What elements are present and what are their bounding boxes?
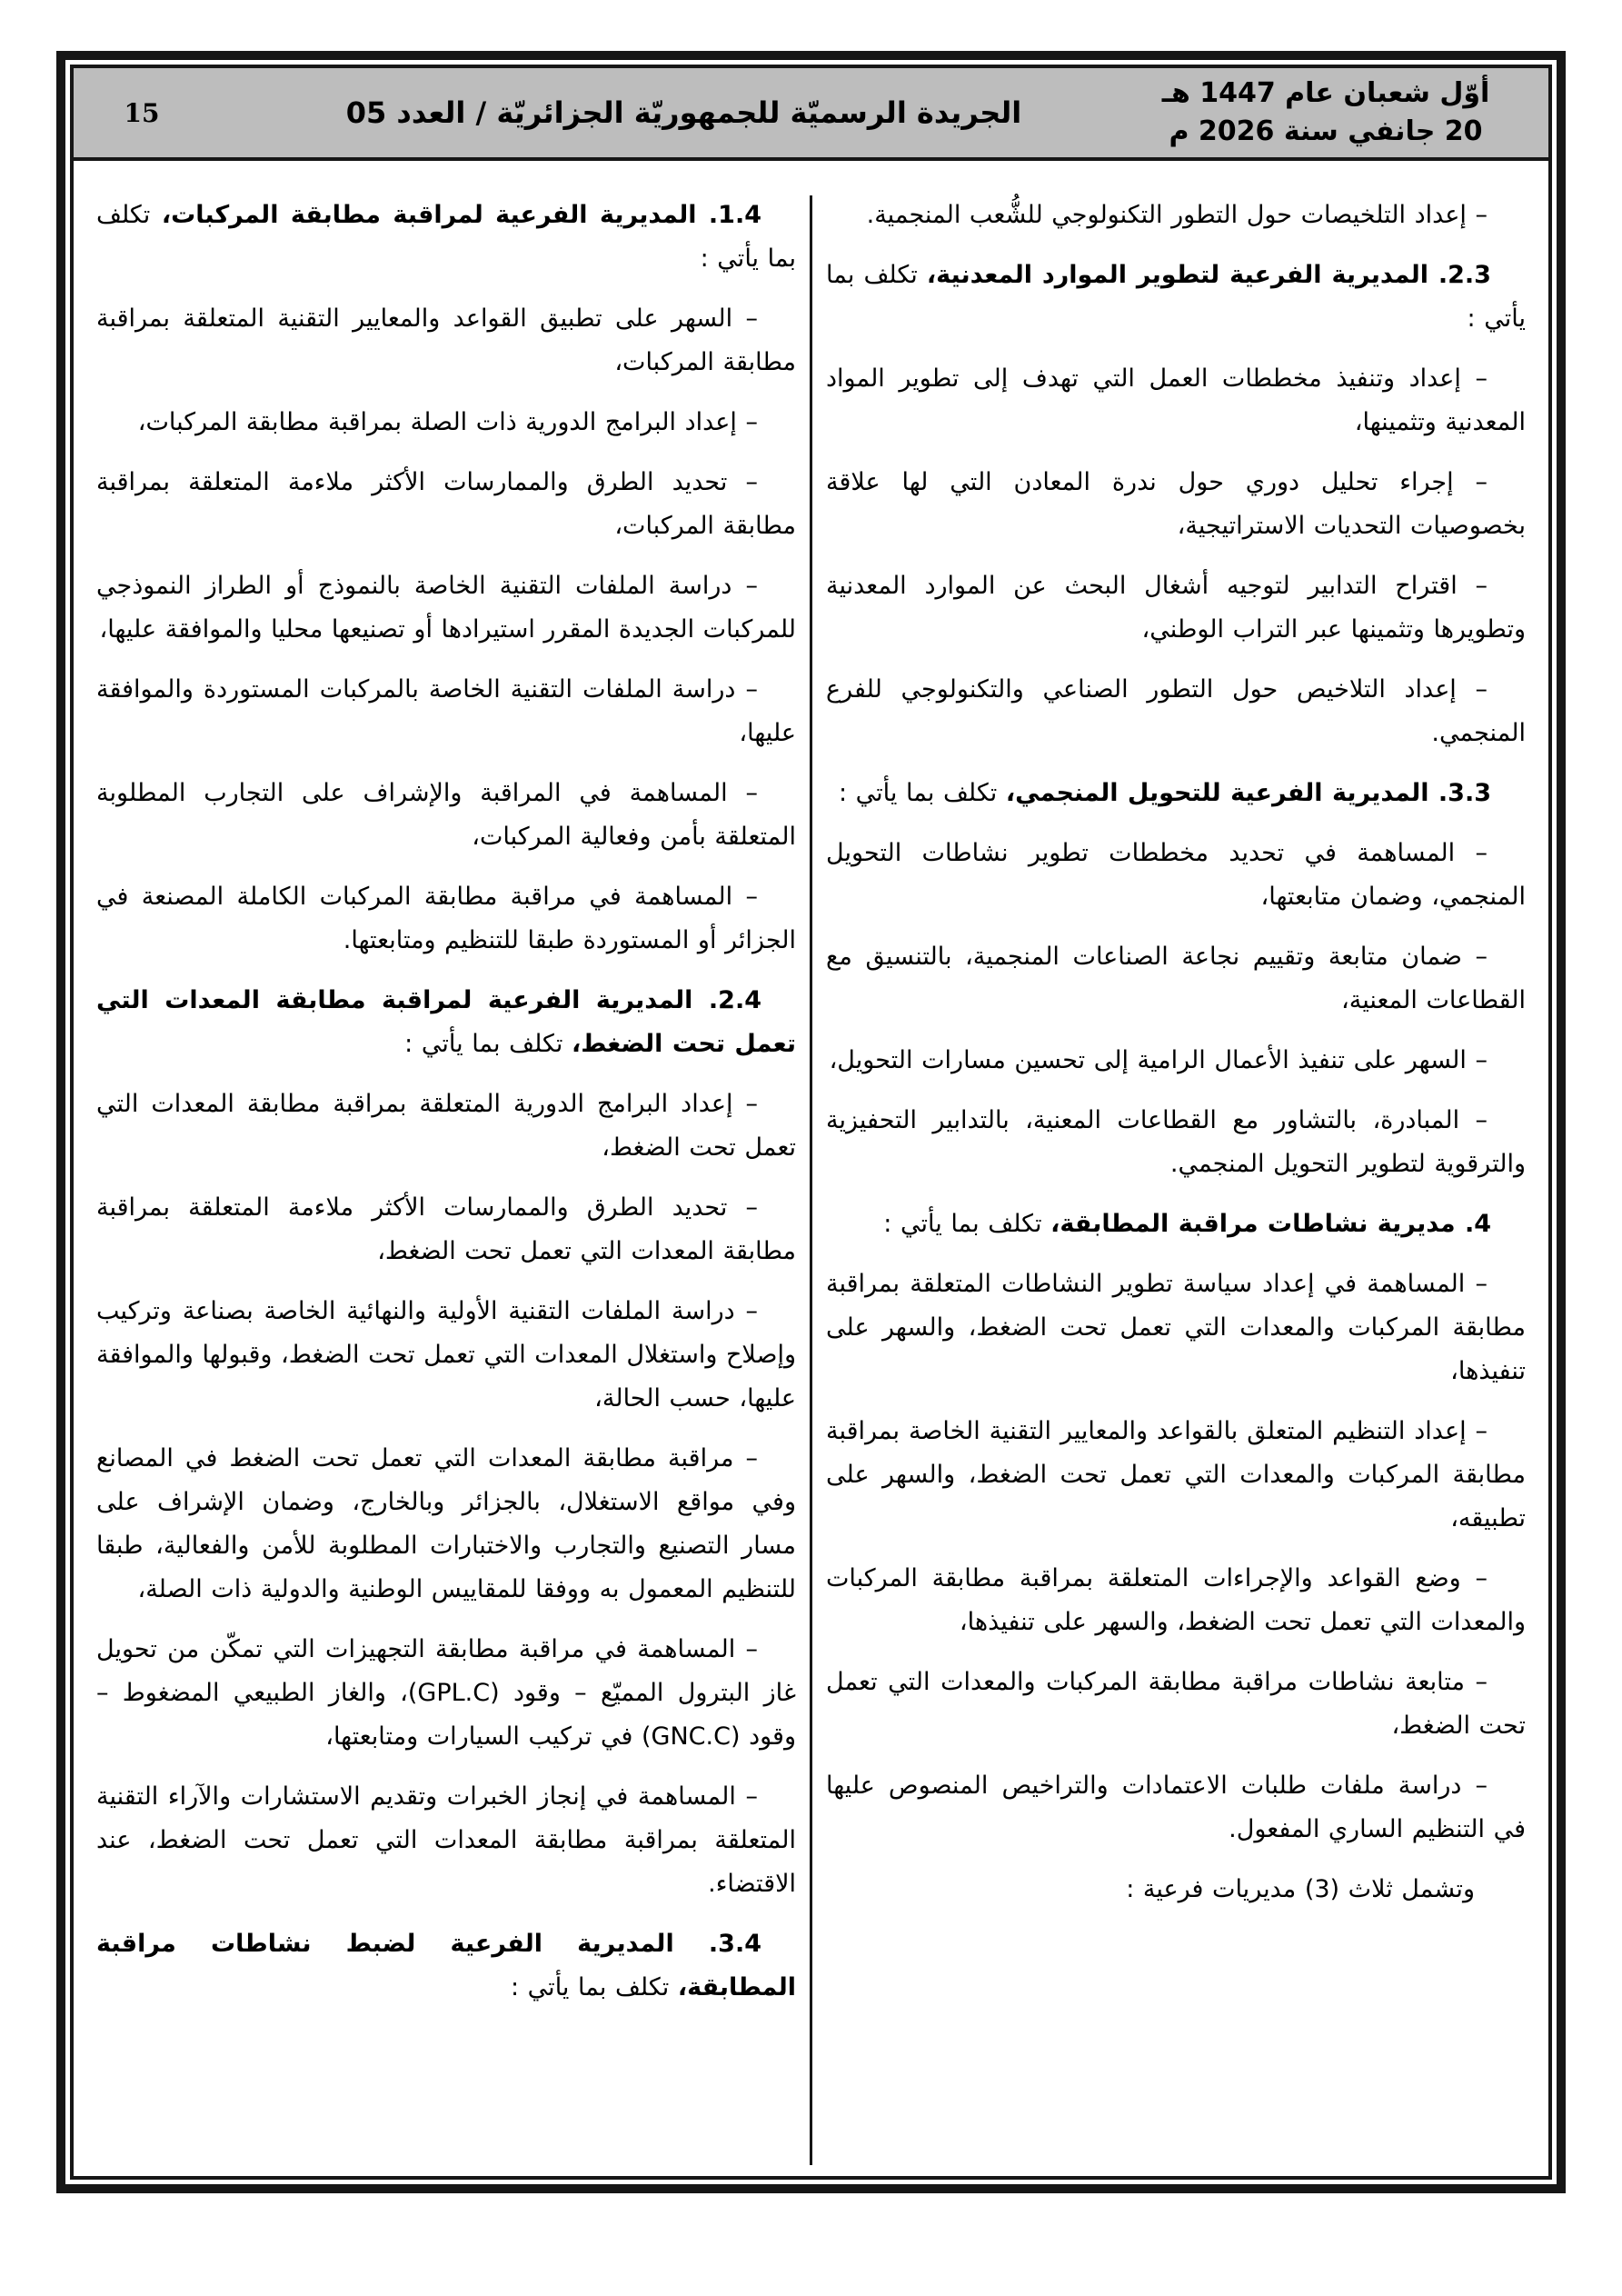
clause-paragraph: – اقتراح التدابير لتوجيه أشغال البحث عن الموارد المعدنية وتطويرها وتثمينها عبر التراب الوطني، [826,572,1526,644]
clause-paragraph: – وضع القواعد والإجراءات المتعلقة بمراقبة مطابقة المركبات والمعدات التي تعمل تحت الضغط، والسهر على تنفيذها، [826,1564,1526,1636]
clause-paragraph: – السهر على تنفيذ الأعمال الرامية إلى تحسين مسارات التحويل، [829,1046,1488,1074]
heading-number-and-title: 1.4. المديرية الفرعية لمراقبة مطابقة المركبات، [161,201,761,229]
heading-number-and-title: 3.4. المديرية الفرعية لضبط نشاطات مراقبة المطابقة، [96,1930,796,2002]
clause-paragraph: – إعداد التلاخيص حول التطور الصناعي والتكنولوجي للفرع المنجمي. [826,675,1526,747]
date-gregorian: 20 جانفي سنة 2026 م [1169,115,1483,147]
section-heading: 4. مديرية نشاطات مراقبة المطابقة، تكلف بما يأتي : [883,1210,1491,1238]
issue-date [1158,75,1548,151]
clause-paragraph: – إعداد وتنفيذ مخططات العمل التي تهدف إلى تطوير المواد المعدنية وتثمينها، [826,364,1526,436]
column-divider [810,195,812,2165]
lead-sentence: وتشمل ثلاث (3) مديريات فرعية : [1126,1875,1475,1903]
clause-paragraph: – دراسة ملفات طلبات الاعتمادات والتراخيص المنصوص عليها في التنظيم الساري المفعول. [826,1772,1526,1843]
section-heading: 1.4. المديرية الفرعية لمراقبة مطابقة المركبات، تكلف بما يأتي : [96,201,796,273]
page-header [74,68,1548,161]
clause-paragraph: – تحديد الطرق والممارسات الأكثر ملاءمة المتعلقة بمراقبة مطابقة المعدات التي تعمل تحت الضغط، [96,1193,796,1265]
clause-paragraph: – المبادرة، بالتشاور مع القطاعات المعنية، بالتدابير التحفيزية والترقوية لتطوير التحويل المنجمي. [826,1106,1526,1178]
page-number: 15 [124,97,160,128]
heading-number-and-title: 2.3. المديرية الفرعية لتطوير الموارد المعدنية، [926,261,1491,289]
section-heading: 2.4. المديرية الفرعية لمراقبة مطابقة المعدات التي تعمل تحت الضغط، تكلف بما يأتي : [96,986,796,1058]
clause-paragraph: – تحديد الطرق والممارسات الأكثر ملاءمة المتعلقة بمراقبة مطابقة المركبات، [96,468,796,540]
clause-paragraph: – متابعة نشاطات مراقبة مطابقة المركبات والمعدات التي تعمل تحت الضغط، [826,1668,1526,1740]
journal-title: الجريدة الرسميّة للجمهوريّة الجزائريّة / العدد 05 [345,95,1022,130]
column-left [83,194,810,2176]
clause-paragraph: – المساهمة في إنجاز الخبرات وتقديم الاستشارات والآراء التقنية المتعلقة بمراقبة مطابقة المعدات التي تعمل تحت الضغط، عند الاقتضاء. [96,1782,796,1898]
heading-number-and-title: 2.4. المديرية الفرعية لمراقبة مطابقة المعدات التي تعمل تحت الضغط، [96,986,796,1058]
clause-paragraph: – المساهمة في إعداد سياسة تطوير النشاطات المتعلقة بمراقبة مطابقة المركبات والمعدات التي تعمل تحت الضغط، والسهر على تنفيذها، [826,1270,1526,1385]
section-heading: 3.3. المديرية الفرعية للتحويل المنجمي، تكلف بما يأتي : [838,779,1491,807]
page-frame-outer [56,51,1566,2193]
column-right [812,194,1539,2176]
clause-paragraph: – دراسة الملفات التقنية الخاصة بالمركبات المستوردة والموافقة عليها، [96,675,796,747]
section-heading: 2.3. المديرية الفرعية لتطوير الموارد المعدنية، تكلف بما يأتي : [826,261,1526,333]
clause-paragraph: – دراسة الملفات التقنية الأولية والنهائية الخاصة بصناعة وتركيب وإصلاح واستغلال المعدات التي تعمل تحت الضغط، وقبولها والموافقة عليها، حسب الحالة، [96,1297,796,1413]
page-frame-inner [70,65,1552,2180]
clause-paragraph: – المساهمة في مراقبة مطابقة التجهيزات التي تمكّن من تحويل غاز البترول المميّع – وقود (GPL.C)، والغاز الطبيعي المضغوط – وقود (GNC.C) في تركيب السيارات ومتابعتها، [96,1635,797,1751]
clause-paragraph: – إعداد البرامج الدورية المتعلقة بمراقبة مطابقة المعدات التي تعمل تحت الضغط، [96,1090,796,1162]
heading-number-and-title: 4. مديرية نشاطات مراقبة المطابقة، [1050,1210,1491,1238]
clause-paragraph: – مراقبة مطابقة المعدات التي تعمل تحت الضغط في المصانع وفي مواقع الاستغلال، بالجزائر وبالخارج، وضمان الإشراف على مسار التصنيع والتجارب والاختبارات المطلوبة للأمن والفعالية، طبقا للتنظيم المعمول به ووفقا للمقاييس الوطنية والدولية ذات الصلة، [96,1444,796,1603]
clause-paragraph: – المساهمة في مراقبة مطابقة المركبات الكاملة المصنعة في الجزائر أو المستوردة طبقا للتنظيم ومتابعتها. [96,883,796,954]
clause-paragraph: – السهر على تطبيق القواعد والمعايير التقنية المتعلقة بمراقبة مطابقة المركبات، [96,304,796,376]
date-hijri: أوّل شعبان عام 1447 هـ [1161,77,1490,109]
section-heading: 3.4. المديرية الفرعية لضبط نشاطات مراقبة المطابقة، تكلف بما يأتي : [96,1930,796,2002]
heading-number-and-title: 3.3. المديرية الفرعية للتحويل المنجمي، [1005,779,1491,807]
clause-paragraph: – دراسة الملفات التقنية الخاصة بالنموذج أو الطراز النموذجي للمركبات الجديدة المقرر استيرادها أو تصنيعها محليا والموافقة عليها، [96,572,796,644]
clause-paragraph: – إجراء تحليل دوري حول ندرة المعادن التي لها علاقة بخصوصيات التحديات الاستراتيجية، [826,468,1526,540]
clause-paragraph: – إعداد التلخيصات حول التطور التكنولوجي للشُّعب المنجمية. [866,201,1488,229]
page-body [74,161,1548,2176]
clause-paragraph: – المساهمة في تحديد مخططات تطوير نشاطات التحويل المنجمي، وضمان متابعتها، [826,839,1526,911]
clause-paragraph: – إعداد التنظيم المتعلق بالقواعد والمعايير التقنية الخاصة بمراقبة مطابقة المركبات والمعدات التي تعمل تحت الضغط، والسهر على تطبيقه، [826,1417,1526,1532]
clause-paragraph: – المساهمة في المراقبة والإشراف على التجارب المطلوبة المتعلقة بأمن وفعالية المركبات، [96,779,796,851]
clause-paragraph: – إعداد البرامج الدورية ذات الصلة بمراقبة مطابقة المركبات، [137,408,758,436]
clause-paragraph: – ضمان متابعة وتقييم نجاعة الصناعات المنجمية، بالتنسيق مع القطاعات المعنية، [826,943,1526,1014]
